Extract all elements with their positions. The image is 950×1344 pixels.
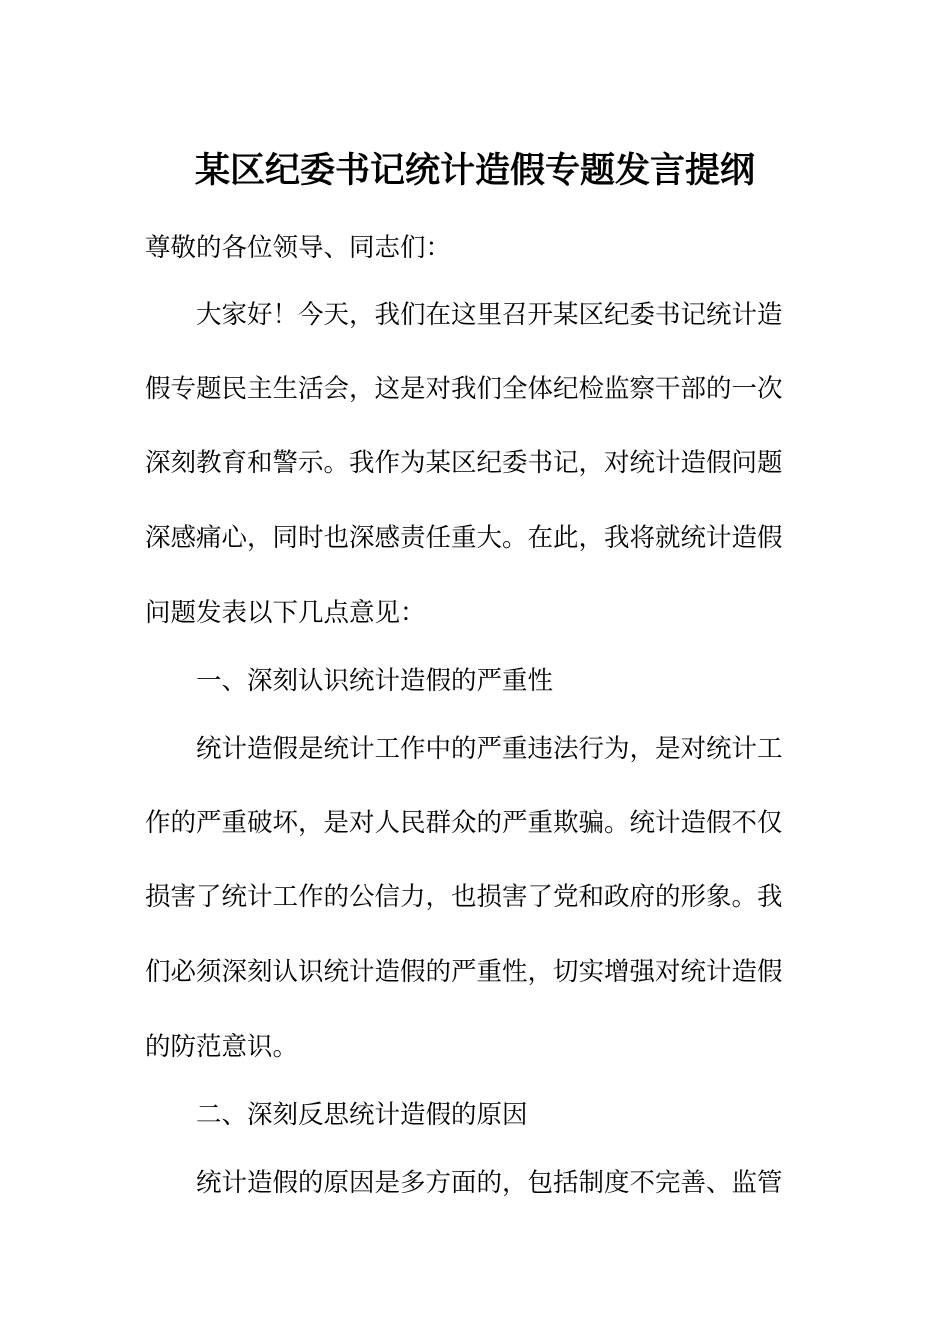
- paragraph-line: 作的严重破坏，是对人民群众的严重欺骗。统计造假不仅: [145, 808, 783, 838]
- paragraph-line: 统计造假是统计工作中的严重违法行为，是对统计工: [196, 734, 783, 764]
- paragraph-line: 深感痛心，同时也深感责任重大。在此，我将就统计造假: [145, 523, 783, 553]
- paragraph-line: 们必须深刻认识统计造假的严重性，切实增强对统计造假: [145, 957, 783, 987]
- paragraph-line: 问题发表以下几点意见：: [145, 598, 426, 628]
- paragraph-line: 统计造假的原因是多方面的，包括制度不完善、监管: [196, 1168, 783, 1198]
- section-heading: 二、深刻反思统计造假的原因: [196, 1100, 528, 1130]
- paragraph-line: 大家好！今天，我们在这里召开某区纪委书记统计造: [196, 300, 783, 330]
- section-heading: 一、深刻认识统计造假的严重性: [196, 666, 554, 696]
- paragraph-line: 的防范意识。: [145, 1032, 299, 1062]
- paragraph-line: 深刻教育和警示。我作为某区纪委书记，对统计造假问题: [145, 448, 783, 478]
- salutation: 尊敬的各位领导、同志们：: [145, 233, 452, 263]
- document-title: 某区纪委书记统计造假专题发言提纲: [194, 151, 755, 191]
- paragraph-line: 损害了统计工作的公信力，也损害了党和政府的形象。我: [145, 882, 783, 912]
- paragraph-line: 假专题民主生活会，这是对我们全体纪检监察干部的一次: [145, 374, 783, 404]
